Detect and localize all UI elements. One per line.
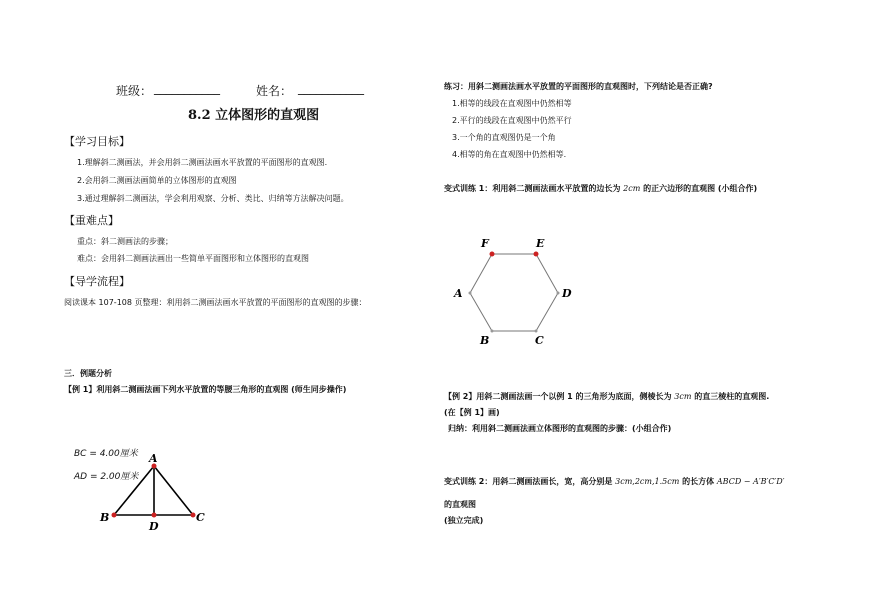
key-heading: 【重难点】 <box>64 214 119 227</box>
class-blank[interactable]: ___________ <box>154 81 220 95</box>
hexagon-label-b: B <box>480 334 490 347</box>
hexagon-point-d[interactable] <box>557 292 560 295</box>
example-1-text: 【例 1】利用斜二测画法画下列水平放置的等腰三角形的直观图 (师生同步操作) <box>64 385 347 394</box>
example-2-suffix: 的直三棱柱的直观图. <box>691 392 770 401</box>
variant-1-prefix: 变式训练 1：利用斜二测画法画水平放置的边长为 <box>444 184 624 193</box>
class-label: 班级： <box>116 84 153 98</box>
variant-2-prefix: 变式训练 2：用斜二测画法画长，宽，高分别是 <box>444 477 616 486</box>
name-label: 姓名： <box>256 84 293 98</box>
triangle-label-d: D <box>149 520 159 533</box>
goals-heading: 【学习目标】 <box>64 135 130 148</box>
triangle-side-ac <box>154 466 193 515</box>
key-focus: 重点：斜二测画法的步骤； <box>77 237 173 246</box>
hexagon-label-c: C <box>535 334 544 347</box>
variant-2-line3: (独立完成) <box>444 516 484 525</box>
example-2-math: 3cm <box>674 392 692 401</box>
goal-item-3: 3.通过理解斜二测画法，学会利用观察、分析、类比、归纳等方法解决问题。 <box>77 194 349 203</box>
triangle-point-d[interactable] <box>152 513 157 518</box>
goal-item-1: 1.理解斜二测画法，并会用斜二测画法画水平放置的平面图形的直观图. <box>77 158 328 167</box>
hexagon-outline <box>470 254 558 331</box>
hexagon-label-a: A <box>454 287 463 300</box>
example-2-text <box>444 391 769 402</box>
variant-2-text <box>444 476 785 487</box>
hexagon-point-a[interactable] <box>469 292 472 295</box>
guide-text: 阅读课本 107-108 页整理：利用斜二测画法画水平放置的平面图形的直观图的步骤： <box>64 298 367 307</box>
hexagon-point-b[interactable] <box>491 330 494 333</box>
variant-1-suffix: 的正六边形的直观图 (小组合作) <box>640 184 758 193</box>
bc-measure: BC = 4.00厘米 <box>74 449 138 459</box>
hexagon-label-e: E <box>536 237 545 250</box>
variant-1-math: 2cm <box>623 184 641 193</box>
variant-2-solid: ABCD − A′B′C′D′ <box>716 477 785 486</box>
triangle-label-c: C <box>196 511 205 524</box>
hexagon-point-f[interactable] <box>490 252 495 257</box>
triangle-label-a: A <box>149 452 158 465</box>
variant-2-middle: 的长方体 <box>679 477 717 486</box>
example-2-prefix: 【例 2】用斜二测画法画一个以例 1 的三角形为底面，侧棱长为 <box>444 392 675 401</box>
isosceles-triangle-figure <box>92 448 222 538</box>
variant-1-text <box>444 183 757 194</box>
regular-hexagon-figure <box>448 234 588 349</box>
examples-heading: 三．例题分析 <box>64 369 112 378</box>
page-title: 8.2 立体图形的直观图 <box>188 108 320 123</box>
goal-item-2: 2.会用斜二测画法画简单的立体图形的直观图 <box>77 176 237 185</box>
practice-item-3: 3.一个角的直观图仍是一个角 <box>452 133 556 142</box>
name-blank[interactable]: ___________ <box>298 81 364 95</box>
practice-question: 练习：用斜二测画法画水平放置的平面图形的直观图时，下列结论是否正确? <box>444 82 713 91</box>
hexagon-label-f: F <box>481 237 489 250</box>
guide-heading: 【导学流程】 <box>64 275 130 288</box>
triangle-point-b[interactable] <box>112 513 117 518</box>
variant-2-dims: 3cm,2cm,1.5cm <box>615 477 680 486</box>
practice-item-4: 4.相等的角在直观图中仍然相等. <box>452 150 567 159</box>
example-2-note: (在【例 1】画) <box>444 408 500 417</box>
ad-measure: AD = 2.00厘米 <box>74 472 139 482</box>
practice-item-1: 1.相等的线段在直观图中仍然相等 <box>452 99 572 108</box>
hexagon-point-c[interactable] <box>535 330 538 333</box>
triangle-point-c[interactable] <box>191 513 196 518</box>
triangle-label-b: B <box>100 511 110 524</box>
key-difficulty: 难点：会用斜二测画法画出一些简单平面图形和立体图形的直观图 <box>77 254 309 263</box>
variant-2-line2: 的直观图 <box>444 500 476 509</box>
triangle-side-ab <box>114 466 154 515</box>
hexagon-point-e[interactable] <box>534 252 539 257</box>
hexagon-label-d: D <box>562 287 572 300</box>
induction-text: 归纳：利用斜二测画法画立体图形的直观图的步骤：(小组合作) <box>448 424 672 433</box>
practice-item-2: 2.平行的线段在直观图中仍然平行 <box>452 116 572 125</box>
